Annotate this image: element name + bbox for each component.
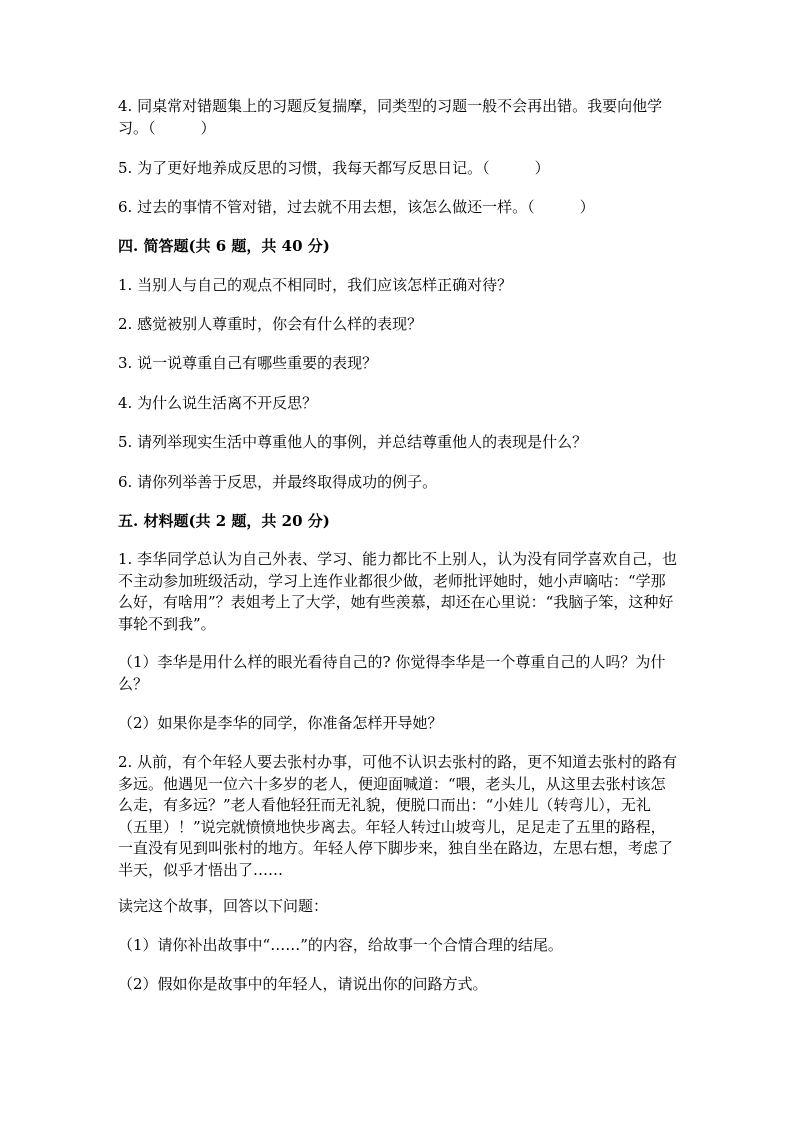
material-2-question-2: （2）假如你是故事中的年轻人，请说出你的问路方式。 xyxy=(118,975,488,993)
section-5-title: 五. 材料题(共 2 题，共 20 分) xyxy=(118,512,330,530)
short-question-2: 2. 感觉被别人尊重时，你会有什么样的表现？ xyxy=(118,315,423,333)
section-4-title: 四. 简答题(共 6 题，共 40 分) xyxy=(118,237,330,255)
material-1-question-1: （1）李华是用什么样的眼光看待自己的? 你觉得李华是一个尊重自己的人吗？为什么？ xyxy=(118,653,666,693)
short-question-3: 3. 说一说尊重自己有哪些重要的表现？ xyxy=(118,354,378,372)
short-question-5: 5. 请列举现实生活中尊重他人的事例，并总结尊重他人的表现是什么？ xyxy=(118,433,588,451)
short-question-6: 6. 请你列举善于反思，并最终取得成功的例子。 xyxy=(118,473,438,491)
material-2-question-1: （1）请你补出故事中“……”的内容，给故事一个合情合理的结尾。 xyxy=(118,936,563,954)
judge-item-4: 4. 同桌常对错题集上的习题反复揣摩，同类型的习题一般不会再出错。我要向他学习。（ ） xyxy=(118,97,663,137)
judge-item-5: 5. 为了更好地养成反思的习惯，我每天都写反思日记。（ ） xyxy=(118,159,550,177)
material-2-prompt: 读完这个故事，回答以下问题： xyxy=(118,897,329,915)
material-2-text: 2. 从前，有个年轻人要去张村办事，可他不认识去张村的路，更不知道去张村的路有多远。他遇见一位六十多岁的老人，便迎面喊道：“喂，老头儿，从这里去张村该怎么走，有多远？”老人看他轻狂而无礼貌，便脱口而出：“小娃儿（转弯儿），无礼（五里）！”说完就愤愤地快步离去。年轻人转过山坡弯儿，足足走了五里的路程，一直没有见到叫张村的地方。年轻人停下脚步来，独自坐在路边，左思右想，考虑了半天，似乎才悟出了…… xyxy=(118,753,678,879)
judge-item-6: 6. 过去的事情不管对错，过去就不用去想，该怎么做还一样。（ ） xyxy=(118,198,595,216)
short-question-1: 1. 当别人与自己的观点不相同时，我们应该怎样正确对待？ xyxy=(118,276,513,294)
short-question-4: 4. 为什么说生活离不开反思？ xyxy=(118,394,318,412)
material-1-question-2: （2）如果你是李华的同学，你准备怎样开导她？ xyxy=(118,714,443,732)
material-1-text: 1. 李华同学总认为自己外表、学习、能力都比不上别人，认为没有同学喜欢自己，也不主动参加班级活动，学习上连作业都很少做，老师批评她时，她小声嘀咕：“学那么好，有啥用”？表姐考上了大学，她有些羡慕，却还在心里说：“我脑子笨，这种好事轮不到我”。 xyxy=(118,550,678,633)
